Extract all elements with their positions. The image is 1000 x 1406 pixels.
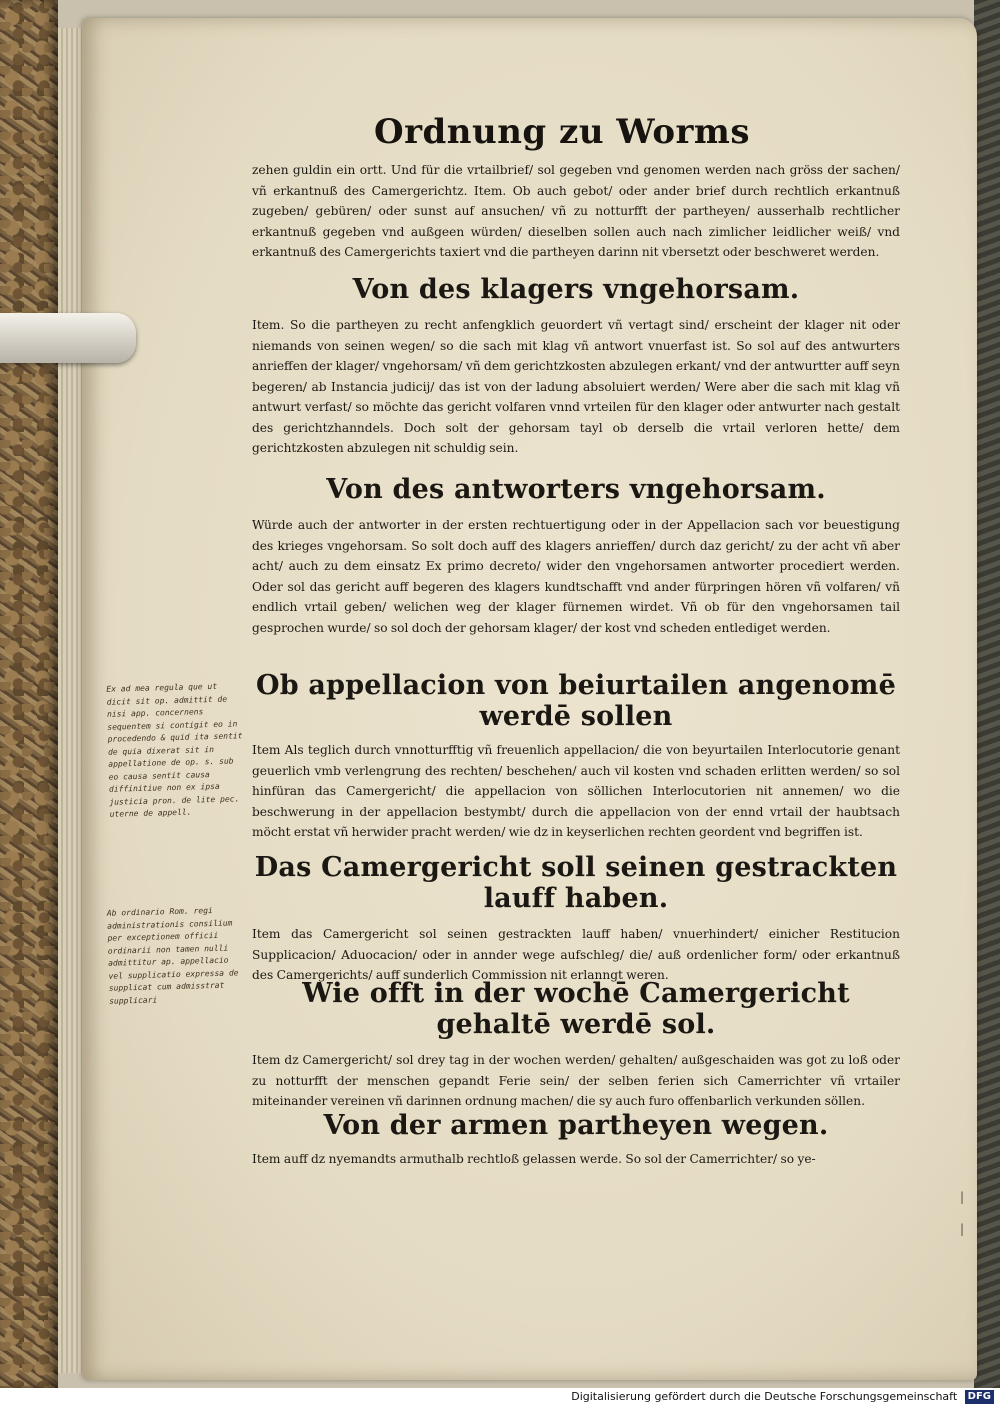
marginal-note-handwritten: Ab ordinario Rom. regi administrationis consilium per exceptionem officii ordinarii non tamen nulli admittitur ap. appellacio vel supplicatio expressa de supplicat cum admisstrat supplicari [106,906,239,1006]
pencil-mark: | [960,1190,965,1204]
section-heading: Von des antworters vngehorsam. [326,474,826,505]
section-lauff [252,852,900,986]
section-text: Item Als teglich durch vnnotturfftig vñ freuenlich appellacion/ die von beyurtailen Interlocutorie genant geuerlich vmb verlengrung des rechten/ beschehen/ auch vil kosten vnd schaden erlitten werden/ so sol hinfüran das Camergericht/ die appellacion von söllichen Interlocutorien nit annemen/ wo die beschwerung in der appellacion bestymbt/ durch die appellacion von der ennd vrtail der haubtsach möcht erstat vñ herwider pracht werden/ wie dz in keyserlichen rechten geordent vnd begriffen ist. [252,743,900,839]
footer-funding-text: Digitalisierung gefördert durch die Deutsche Forschungsgemeinschaft [571,1390,958,1403]
section-text: Item. So die partheyen zu recht anfengklich geuordert vñ vertagt sind/ erscheint der klager nit oder niemands von seinen wegen/ so die sach mit klag vñ antwort vnuerfast ist. So sol auf des antwurters anrieffen der klager/ vngehorsam/ vñ dem gerichtzkosten abzulegen erkant/ vnd der antwurtter auff seyn begeren/ ab Instancia judicij/ das ist von der ladung absoluiert werden/ Were aber die sach mit klag vñ antwurt verfast/ so möchte das gericht volfaren vnnd vrteilen für den klager oder antwurter nach gestalt des gerichtzhanndels. Doch solt der gehorsam tayl ob derselb die vrtail verloren hette/ dem gerichtzkosten abzulegen nit schuldig sein. [252,318,900,455]
marginal-note-handwritten: Ex ad mea regula que ut dicit sit op. admittit de nisi app. concernens sequentem si contigit eo in procedendo & quid ita sentit de quia dixerat sit in appellatione de op. s. sub eo causa sentit causa diffinitiue non ex ipsa justicia pron. de lite pec. uterne de appell. [106,681,243,819]
section-heading: Von des klagers vngehorsam. [352,274,800,305]
section-antworter [252,474,900,638]
section-heading: Das Camergericht soll seinen gestrackten lauff haben. [254,852,898,914]
section-appellacion [252,670,900,843]
section-armen [252,1110,900,1170]
section-text: Item das Camergericht sol seinen gestrackten lauff haben/ vnuerhindert/ einicher Restitucion Supplicacion/ Aduocacion/ oder in annder wege aufschleg/ die/ auß ordenlicher form/ oder erkantnuß des Camergerichts/ auff sunderlich Commission nit erlanngt weren. [252,927,900,982]
footer-bar [0,1388,1000,1406]
section-text: Item auff dz nyemandts armuthalb rechtloß gelassen werde. So sol der Camerrichter/ so ye- [252,1152,816,1166]
pencil-mark: | [960,1222,965,1236]
section-klager [252,274,900,459]
marbled-book-cover [0,0,58,1390]
section-text: Würde auch der antworter in der ersten rechtuertigung oder in der Appellacion sach vor beuestigung des krieges vngehorsam. So solt doch auff des klagers anrieffen/ durch daz gericht/ zu der acht vñ aber acht/ auch zu dem einsatz Ex primo decreto/ wider den vngehorsamen antworter procediert werden. Oder sol das gericht auff begeren des klagers kundtschafft vnd ander fürpringen hören vñ volfaren/ vñ endlich vrtail geben/ welichen weg der klager fürnemen wirdet. Vñ ob für den vngehorsamen tail gesprochen wurde/ so sol doch der gehorsam klager/ der kost vnd scheden entlediget werden. [252,518,900,635]
dfg-logo-icon: DFG [965,1390,994,1404]
running-head: Ordnung zu Worms [373,112,751,152]
book-cover-edge [974,0,1000,1390]
section-woche [252,978,900,1112]
section-heading: Wie offt in der wochē Camergericht gehaltē werdē sol. [302,978,850,1040]
bookmark-strip [0,313,136,363]
section-text: Item dz Camergericht/ sol drey tag in der wochen werden/ gehalten/ außgeschaiden was got zu loß oder zu notturfft der menschen gepandt Ferie sein/ der selben ferien sich Camerrichter vñ vrtailer miteinander vereinen vñ darinnen ordnung machen/ die sy auch furo offenbarlich verkunden söllen. [252,1053,900,1108]
section-heading: Von der armen partheyen wegen. [323,1110,829,1141]
section-intro [252,160,900,263]
section-heading: Ob appellacion von beiurtailen angenomē werdē sollen [256,670,896,732]
section-text: zehen guldin ein ortt. Und für die vrtailbrief/ sol gegeben vnd genomen werden nach gröss der sachen/ vñ erkantnuß des Camergerichtz. Item. Ob auch gebot/ oder ander brief durch rechtlich erkantnuß zugeben/ gebüren/ oder sunst auf ansuchen/ vñ zu notturfft der partheyen/ ausserhalb rechtlicher erkantnuß gegeben vnd außgeen würden/ dieselben sollen auch nach zimlicher leidlicher weiß/ vnd erkantnuß des Camergerichts taxiert vnd die partheyen darinn nit vbersetzt oder beschweret werden. [252,163,900,259]
